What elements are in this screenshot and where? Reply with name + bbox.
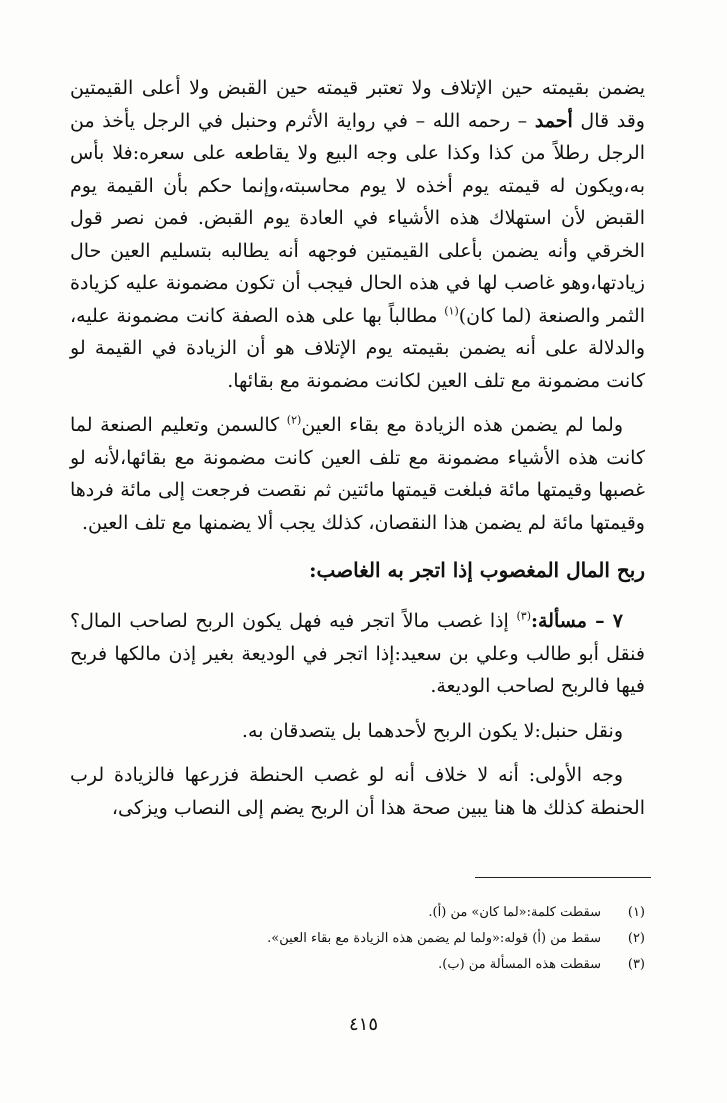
footnote-text: سقط من (أ) قوله:«ولما لم يضمن هذه الزيادة مع بقاء العين». [267,931,601,946]
footnotes [70,900,645,978]
text-run: يضمن بقيمته حين الإتلاف ولا تعتبر قيمته حين القبض ولا أعلى القيمتين وقد قال [70,77,645,132]
text-run: – رحمه الله – في رواية الأثرم وحنبل في الرجل يأخذ من الرجل رطلاً من كذا وكذا على وجه البيع ولا يقاطعه على سعره:فلا بأس به،ويكون له قيمته يوم أخذه لا يوم محاسبته،وإنما حكم بأن القيمة يوم القبض لأن استهلاك هذه الأشياء في العادة يوم القبض. فمن نصر قول الخرقي وأنه يضمن بأعلى القيمتين فوجهه أنه يطالبه بتسليم العين حال زيادتها،وهو غاصب لها في هذه الحال فيجب أن تكون مضمونة عليه كزيادة الثمر والصنعة (لما كان) [70,109,645,327]
footnote-ref: (٢) [286,413,302,427]
paragraph [70,759,645,824]
footnote-text: سقطت هذه المسألة من (ب). [438,957,601,972]
section-heading [70,553,645,587]
text-run: ربح المال المغصوب إذا اتجر به الغاصب: [309,558,645,582]
paragraph [70,715,645,748]
footnote [70,952,645,978]
bold-text: ٧ – مسألة: [530,610,623,632]
text-run: ولما لم يضمن هذه الزيادة مع بقاء العين [301,414,624,436]
footnote-number: (١) [627,905,645,920]
page-number: ٤١٥ [348,1014,378,1035]
footnote-ref: (٣) [516,609,531,623]
text-run: مطالباً بها على هذه الصفة كانت مضمونة عليه، والدلالة على أنه يضمن بقيمته يوم الإتلاف هو أن الزيادة في القيمة لو كانت مضمونة مع تلف العين لكانت مضمونة مع بقائها. [70,304,645,392]
footnote-ref: (١) [444,304,459,318]
paragraph [70,605,645,703]
footnote-divider [475,877,651,878]
text-run: وجه الأولى: أنه لا خلاف أنه لو غصب الحنطة فزرعها فالزيادة لرب الحنطة كذلك ها هنا يبين صحة هذا أن الربح يضم إلى النصاب ويزكى، [70,764,645,819]
paragraph [70,409,645,539]
text-run: ونقل حنبل:لا يكون الربح لأحدهما بل يتصدقان به. [241,719,623,742]
footnote [70,926,645,952]
text-run: كالسمن وتعليم الصنعة لما كانت هذه الأشياء مضمونة مع تلف العين كانت مضمونة مع بقائها،لأنه لو غصبها وقيمتها مائة فبلغت قيمتها مائتين ثم نقصت فرجعت إلى مائة فردها وقيمتها مائة لم يضمن هذا النقصان، كذلك يجب ألا يضمنها مع تلف العين. [70,414,645,534]
bold-text: أحمد [534,109,573,132]
footnote [70,900,645,926]
footnote-number: (٢) [627,931,645,946]
text-run: إذا غصب مالاً اتجر فيه فهل يكون الربح لصاحب المال؟ فنقل أبو طالب وعلي بن سعيد:إذا اتجر في الوديعة بغير إذن مالكها فربح فيها فالربح لصاحب الوديعة. [70,610,645,697]
footnote-number: (٣) [627,957,645,972]
paragraph [70,72,645,397]
main-text [70,72,645,836]
footnote-text: سقطت كلمة:«لما كان» من (أ). [428,905,601,920]
